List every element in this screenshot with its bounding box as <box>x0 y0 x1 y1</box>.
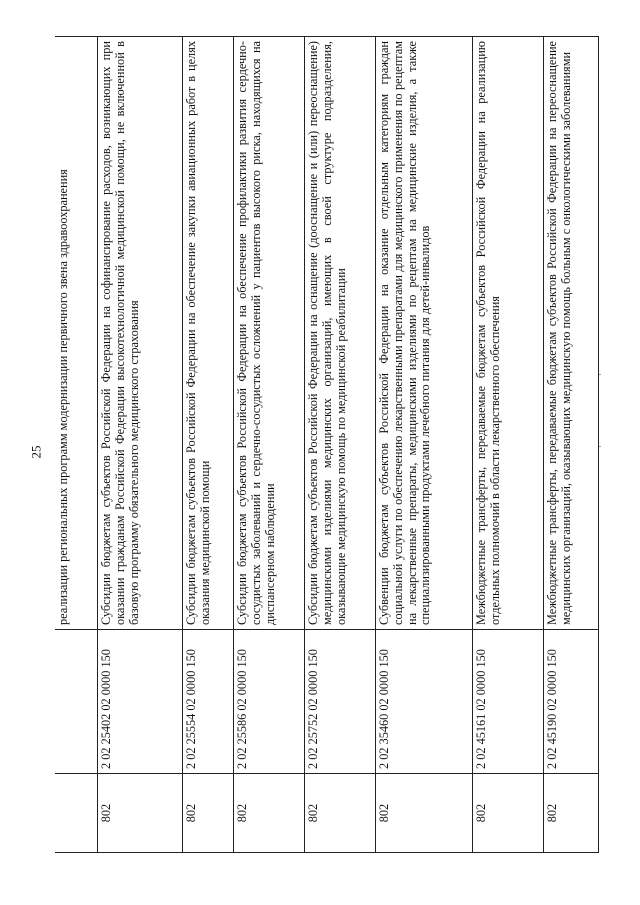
budget-code-cell: 2 02 25752 02 0000 150 <box>305 630 376 774</box>
income-name-cell: Субвенции бюджетам субъектов Российской Федерации на оказание отдельным категориям граждан социальной услуги по обеспечению лекарственными препаратами для медицинского применения по рецептам на лекарственные препараты, медицинскими изделиями по рецептам на медицинские изделия, а также специализированными продуктами лечебного питания для детей-инвалидов <box>376 37 473 630</box>
table-row <box>473 37 544 853</box>
budget-code-cell: 2 02 35460 02 0000 150 <box>376 630 473 774</box>
page-number <box>26 426 46 478</box>
income-name-cell: Межбюджетные трансферты, передаваемые бюджетам субъектов Российской Федерации на переоснащение медицинских организаций, оказывающих медицинскую помощь больным с онкологическими заболеваниями <box>544 37 599 630</box>
income-name-cell: Субсидии бюджетам субъектов Российской Федерации на обеспечение профилактики развития сердечно-сосудистых заболеваний и сердечно-сосудистых осложнений у пациентов высокого риска, находящихся на диспансерном наблюдении <box>234 37 305 630</box>
budget-classification-table <box>55 36 599 853</box>
admin-code-cell: 802 <box>544 774 599 853</box>
admin-code-cell <box>55 774 98 853</box>
income-name-cell: Субсидии бюджетам субъектов Российской Федерации на софинансирование расходов, возникающих при оказании гражданам Российской Федерации высокотехнологичной медицинской помощи, не включенной в базовую программу обязательного медицинского страхования <box>98 37 183 630</box>
table-row <box>544 37 599 853</box>
page-number-text: 25 <box>28 445 43 459</box>
scan-speck <box>599 446 601 447</box>
income-name-cell: Субсидии бюджетам субъектов Российской Федерации на обеспечение закупки авиационных работ в целях оказания медицинской помощи <box>183 37 234 630</box>
scan-speck <box>599 374 601 375</box>
budget-code-cell: 2 02 25586 02 0000 150 <box>234 630 305 774</box>
budget-code-cell: 2 02 45161 02 0000 150 <box>473 630 544 774</box>
budget-code-cell: 2 02 25554 02 0000 150 <box>183 630 234 774</box>
admin-code-cell: 802 <box>98 774 183 853</box>
admin-code-cell: 802 <box>473 774 544 853</box>
income-name-cell: реализации региональных программ модернизации первичного звена здравоохранения <box>55 37 98 630</box>
table-row <box>376 37 473 853</box>
table-row <box>305 37 376 853</box>
income-name-cell: Субсидии бюджетам субъектов Российской Федерации на оснащение (дооснащение и (или) переоснащение) медицинскими изделиями медицинских организаций, имеющих в своей структуре подразделения, оказывающие медицинскую помощь по медицинской реабилитации <box>305 37 376 630</box>
budget-code-cell: 2 02 45190 02 0000 150 <box>544 630 599 774</box>
admin-code-cell: 802 <box>183 774 234 853</box>
table-row <box>183 37 234 853</box>
admin-code-cell: 802 <box>376 774 473 853</box>
admin-code-cell: 802 <box>305 774 376 853</box>
income-name-cell: Межбюджетные трансферты, передаваемые бюджетам субъектов Российской Федерации на реализацию отдельных полномочий в области лекарственного обеспечения <box>473 37 544 630</box>
budget-table-sheet <box>55 36 577 853</box>
table-row <box>234 37 305 853</box>
budget-code-cell <box>55 630 98 774</box>
table-row <box>55 37 98 853</box>
budget-code-cell: 2 02 25402 02 0000 150 <box>98 630 183 774</box>
table-row <box>98 37 183 853</box>
admin-code-cell: 802 <box>234 774 305 853</box>
